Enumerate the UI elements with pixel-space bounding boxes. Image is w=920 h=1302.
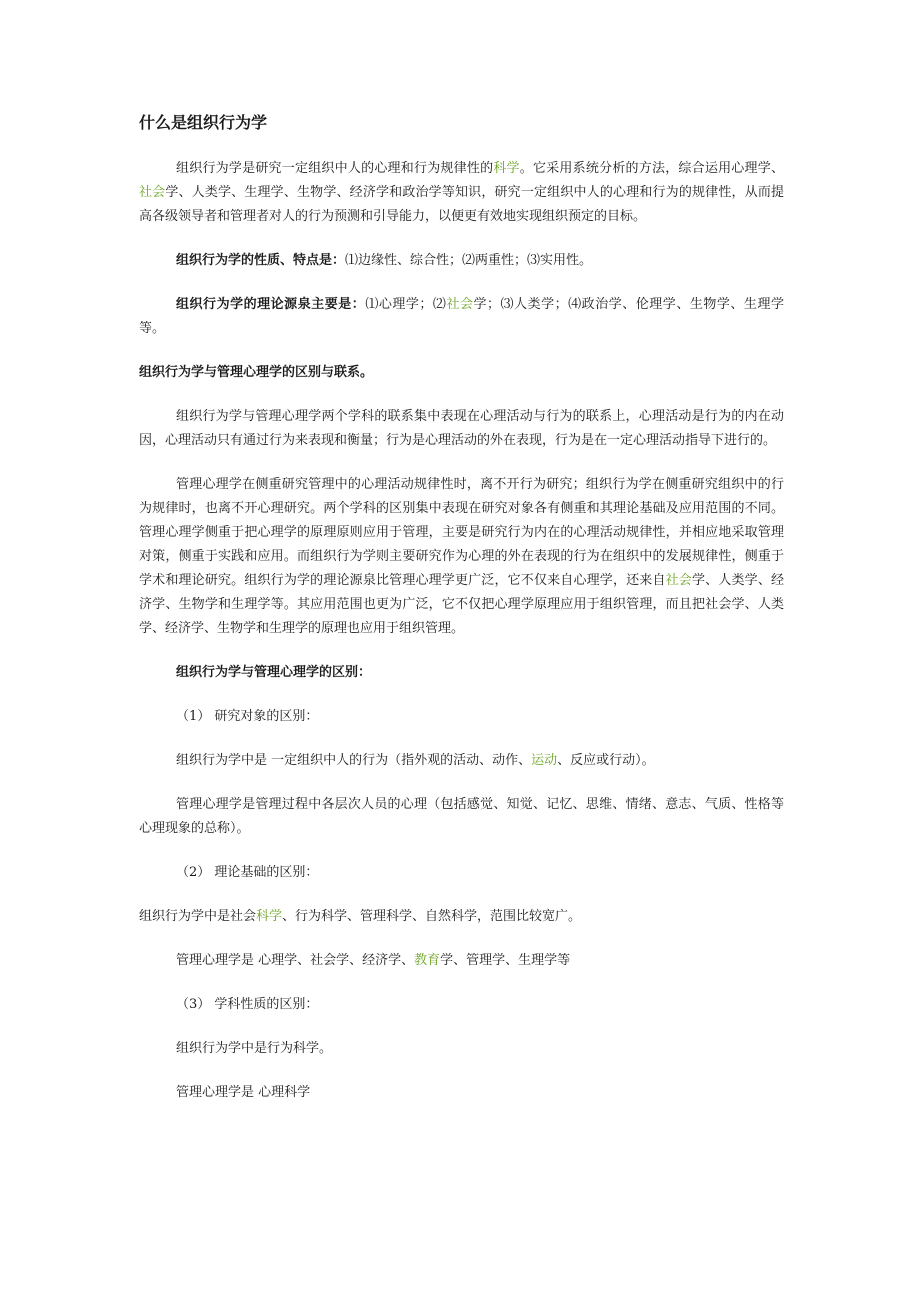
intro-text-3: 学、人类学、生理学、生物学、经济学和政治学等知识，研究一定组织中人的心理和行为的规律性，从而提高各级领导者和管理者对人的行为预测和引导能力，以便更有效地实现组织预定的目标。 (139, 185, 784, 224)
item2-mp-text-1: 管理心理学是 心理学、社会学、经济学、 (176, 953, 415, 968)
sources-text-1: ⑴心理学；⑵ (365, 297, 447, 312)
sources-paragraph (139, 293, 784, 341)
difference-paragraph (139, 473, 784, 641)
relation-paragraph: 组织行为学与管理心理学两个学科的联系集中表现在心理活动与行为的联系上，心理活动是行为的内在动因，心理活动只有通过行为来表现和衡量；行为是心理活动的外在表现，行为是在一定心理活动指导下进行的。 (139, 409, 784, 448)
intro-text-2: 。它采用系统分析的方法，综合运用心理学、 (519, 161, 784, 176)
nature-text: ⑴边缘性、综合性；⑵两重性；⑶实用性。 (345, 253, 593, 268)
link-science-2[interactable]: 科学 (256, 909, 283, 924)
link-society-2[interactable]: 社会 (446, 297, 474, 312)
item2-ob (139, 905, 784, 929)
item3-heading: （3） 学科性质的区别： (176, 997, 319, 1012)
nature-paragraph (139, 249, 784, 273)
page-title: 什么是组织行为学 (139, 113, 268, 132)
item1-ob (139, 749, 784, 773)
sources-text-2: 学；⑶人类学；⑷政治学、伦理学、生物学、生理学等。 (139, 297, 784, 336)
difference-text-1: 管理心理学在侧重研究管理中的心理活动规律性时，离不开行为研究；组织行为学在侧重研究组织中的行为规律时，也离不开心理研究。两个学科的区别集中表现在研究对象各有侧重和其理论基础及应用范围的不同。管理心理学侧重于把心理学的原理原则应用于管理，主要是研究行为内在的心理活动规律性，并相应地采取管理对策，侧重于实践和应用。而组织行为学则主要研究作为心理的外在表现的行为在组织中的发展规律性，侧重于学术和理论研究。组织行为学的理论源泉比管理心理学更广泛，它不仅来自心理学，还来自 (139, 477, 784, 588)
item2-ob-text-2: 、行为科学、管理科学、自然科学，范围比较宽广。 (282, 909, 582, 924)
intro-paragraph (139, 157, 784, 229)
sources-label: 组织行为学的理论源泉主要是： (176, 297, 366, 312)
intro-text-1: 组织行为学是研究一定组织中人的心理和行为规律性的 (176, 161, 494, 176)
link-education[interactable]: 教育 (414, 953, 441, 968)
item2-mp-text-2: 学、管理学、生理学等 (440, 953, 571, 968)
link-motion[interactable]: 运动 (531, 753, 558, 768)
link-society[interactable]: 社会 (139, 185, 166, 200)
item1-mp: 管理心理学是管理过程中各层次人员的心理（包括感觉、知觉、记忆、思维、情绪、意志、气质、性格等心理现象的总称）。 (139, 797, 784, 836)
item2-mp (139, 949, 784, 973)
item2-heading: （2） 理论基础的区别： (176, 865, 319, 880)
document-body (139, 110, 784, 1125)
item3-ob: 组织行为学中是行为科学。 (176, 1041, 333, 1056)
difference-text-2: 学、人类学、经济学、生物学和生理学等。其应用范围也更为广泛，它不仅把心理学原理应用于组织管理，而且把社会学、人类学、经济学、生物学和生理学的原理也应用于组织管理。 (139, 573, 784, 636)
section-heading: 组织行为学与管理心理学的区别与联系。 (139, 365, 374, 380)
item3-mp: 管理心理学是 心理科学 (176, 1085, 311, 1100)
item1-ob-text-1: 组织行为学中是 一定组织中人的行为（指外观的活动、动作、 (176, 753, 532, 768)
difference-heading: 组织行为学与管理心理学的区别： (176, 665, 372, 680)
item1-ob-text-2: 、反应或行动）。 (557, 753, 655, 768)
nature-label: 组织行为学的性质、特点是： (176, 253, 346, 268)
item1-heading: （1） 研究对象的区别： (176, 709, 319, 724)
item2-ob-text-1: 组织行为学中是社会 (139, 909, 257, 924)
link-science[interactable]: 科学 (493, 161, 520, 176)
link-society-3[interactable]: 社会 (665, 573, 692, 588)
